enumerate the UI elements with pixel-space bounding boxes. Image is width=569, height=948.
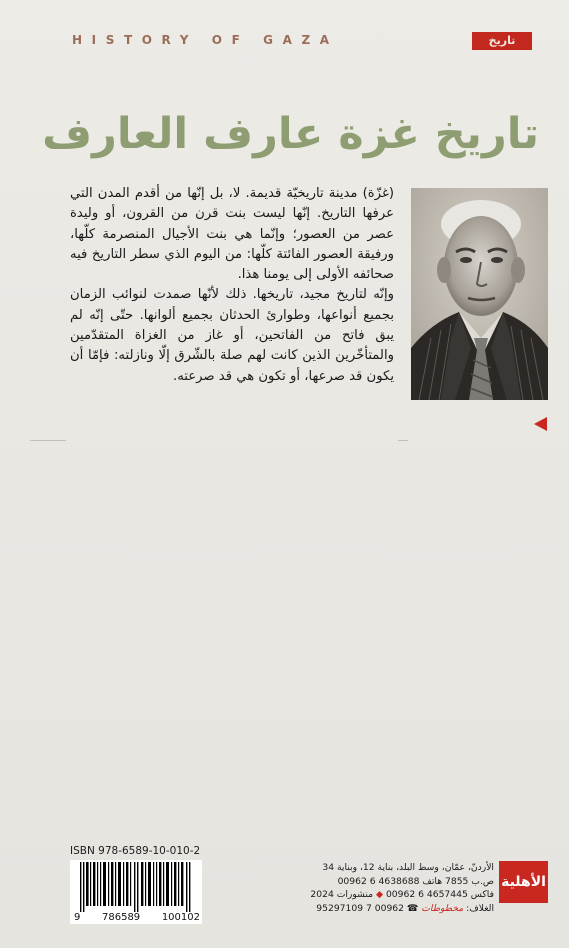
publisher-line-3	[306, 888, 494, 902]
diamond-icon: ◆	[375, 889, 384, 900]
isbn-label: ISBN 978-6589-10-010-2	[70, 845, 201, 857]
series-header	[72, 32, 532, 50]
barcode-digits-last: 100102	[161, 912, 200, 923]
barcode	[70, 860, 202, 924]
publisher-edition: منشورات 2024	[310, 889, 374, 900]
publisher-line-2: ص.ب 7855 هاتف 4638688 6 00962	[337, 875, 494, 887]
publisher-fax: فاكس 4657445 6 00962	[385, 889, 494, 900]
publisher-logo: الأهلية	[499, 861, 548, 903]
phone-icon: ☎	[406, 902, 419, 914]
book-title: تاريخ غزة عارف العارف	[42, 109, 539, 159]
description-paragraph-2: وإنّه لتاريخ مجيد، تاريخها. ذلك لأنّها صمدت لنوائب الزمان بجميع أنواعها، وطوارئ الحدثان بجميع ألوانها. حتّى إنّه لم يبق فاتح من الفاتحين، أو غاز من الغزاة المتقدّمين والمتأخّرين الذين كانت لهم صلة بالشّرق إلّا ونازلته: فإمّا أن يكون قد صرعها، أو تكون هي قد صرعته.	[70, 287, 394, 384]
cover-credit: مخطوطات	[421, 902, 464, 914]
cover-scuff	[30, 440, 66, 441]
description-text	[70, 184, 394, 387]
series-tag-arabic: تاريخ	[472, 32, 532, 50]
arrow-left-icon	[534, 417, 547, 431]
cover-scuff	[398, 440, 408, 441]
publisher-address	[306, 861, 494, 915]
cover-label: الغلاف:	[466, 902, 494, 914]
barcode-digits	[74, 912, 200, 923]
publisher-mobile: 00962 7 95297109	[316, 902, 404, 914]
publisher-line-1: الأردنّ، عمّان، وسط البلد، بناية 12، وبناية 34	[322, 862, 494, 873]
barcode-digits-mid: 786589	[102, 912, 141, 923]
barcode-digit-first: 9	[74, 912, 81, 923]
author-portrait	[411, 188, 548, 400]
publisher-line-4	[306, 902, 494, 916]
barcode-bars	[70, 860, 202, 912]
description-paragraph-1: (غزّة) مدينة تاريخيّة قديمة. لا، بل إنّها من أقدم المدن التي عرفها التاريخ. إنّها ليست بنت قرن من القرون، أو وليدة عصر من العصور؛ وإنّما هي بنت الأجيال المنصرمة كلّها، ورفيقة العصور الفائتة كلّها: من اليوم الذي سطر التاريخ فيه صحائفه الأولى إلى يومنا هذا.	[70, 186, 394, 283]
series-title-english: HISTORY OF GAZA	[72, 33, 339, 47]
